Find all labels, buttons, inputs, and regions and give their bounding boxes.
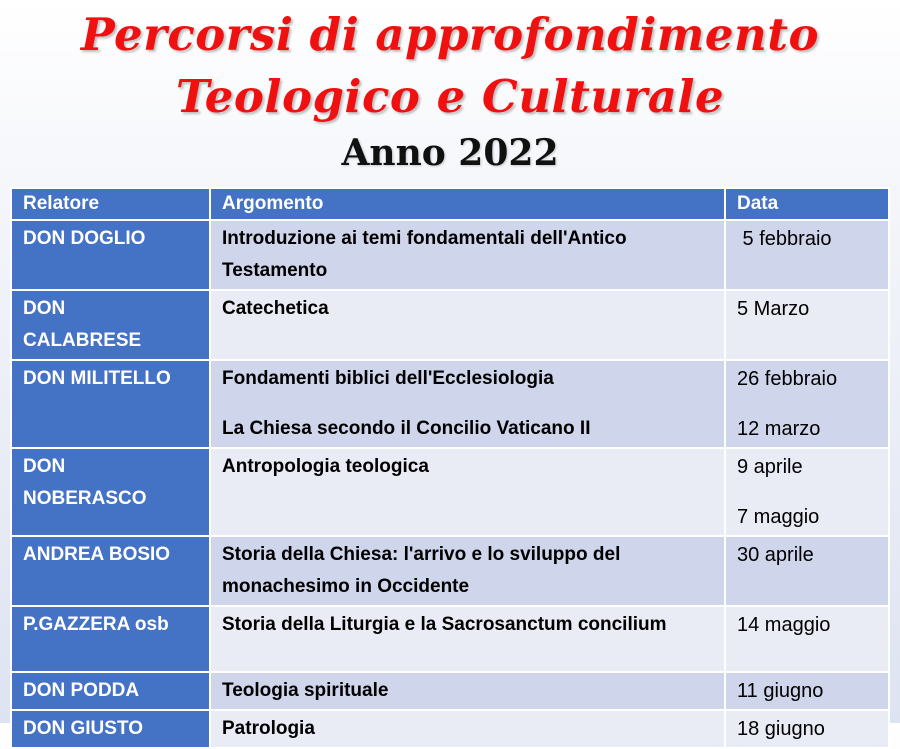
argomento-cell (210, 360, 725, 448)
argomento-cell: Introduzione ai temi fondamentali dell'Antico Testamento (210, 220, 725, 290)
data-value: 26 febbraio (737, 368, 838, 390)
data-cell: 30 aprile (725, 536, 889, 606)
data-cell: 11 giugno (725, 672, 889, 710)
table-row (11, 710, 889, 748)
data-cell: 18 giugno (725, 710, 889, 748)
relatore-cell: DON GIUSTO (11, 710, 210, 748)
relatore-line: CALABRESE (23, 330, 142, 351)
argomento-cell: Storia della Chiesa: l'arrivo e lo sviluppo del monachesimo in Occidente (210, 536, 725, 606)
table-row (11, 672, 889, 710)
argomento-cell: Antropologia teologica (210, 448, 725, 536)
table-row (11, 360, 889, 448)
argomento-cell: Catechetica (210, 290, 725, 360)
relatore-cell: ANDREA BOSIO (11, 536, 210, 606)
argomento-line: Fondamenti biblici dell'Ecclesiologia (222, 368, 554, 389)
table-row (11, 606, 889, 672)
title-line-1: Percorsi di approfondimento (80, 8, 820, 61)
header-data: Data (725, 188, 889, 220)
relatore-line: DON (23, 456, 66, 477)
relatore-line: DON (23, 298, 66, 319)
argomento-line: La Chiesa secondo il Concilio Vaticano II (222, 418, 591, 439)
data-value: 7 maggio (737, 506, 820, 528)
title-line-2: Teologico e Culturale (175, 70, 725, 123)
argomento-cell: Storia della Liturgia e la Sacrosanctum concilium (210, 606, 725, 672)
data-cell (725, 448, 889, 536)
table-row (11, 536, 889, 606)
subtitle-year: Anno 2022 (341, 132, 559, 174)
relatore-cell (11, 448, 210, 536)
table-row (11, 220, 889, 290)
data-value: 9 aprile (737, 456, 803, 478)
data-cell: 14 maggio (725, 606, 889, 672)
data-value: 12 marzo (737, 418, 821, 440)
table-header-row (11, 188, 889, 220)
relatore-cell: P.GAZZERA osb (11, 606, 210, 672)
header-relatore: Relatore (11, 188, 210, 220)
relatore-cell (11, 290, 210, 360)
table-row (11, 448, 889, 536)
table-row (11, 290, 889, 360)
schedule-table (10, 187, 890, 749)
header-argomento: Argomento (210, 188, 725, 220)
relatore-cell: DON MILITELLO (11, 360, 210, 448)
data-cell (725, 360, 889, 448)
relatore-line: NOBERASCO (23, 488, 147, 509)
relatore-cell: DON PODDA (11, 672, 210, 710)
relatore-cell: DON DOGLIO (11, 220, 210, 290)
data-cell (725, 220, 889, 290)
data-value: 5 febbraio (737, 228, 832, 250)
argomento-cell: Teologia spirituale (210, 672, 725, 710)
argomento-cell: Patrologia (210, 710, 725, 748)
data-cell: 5 Marzo (725, 290, 889, 360)
